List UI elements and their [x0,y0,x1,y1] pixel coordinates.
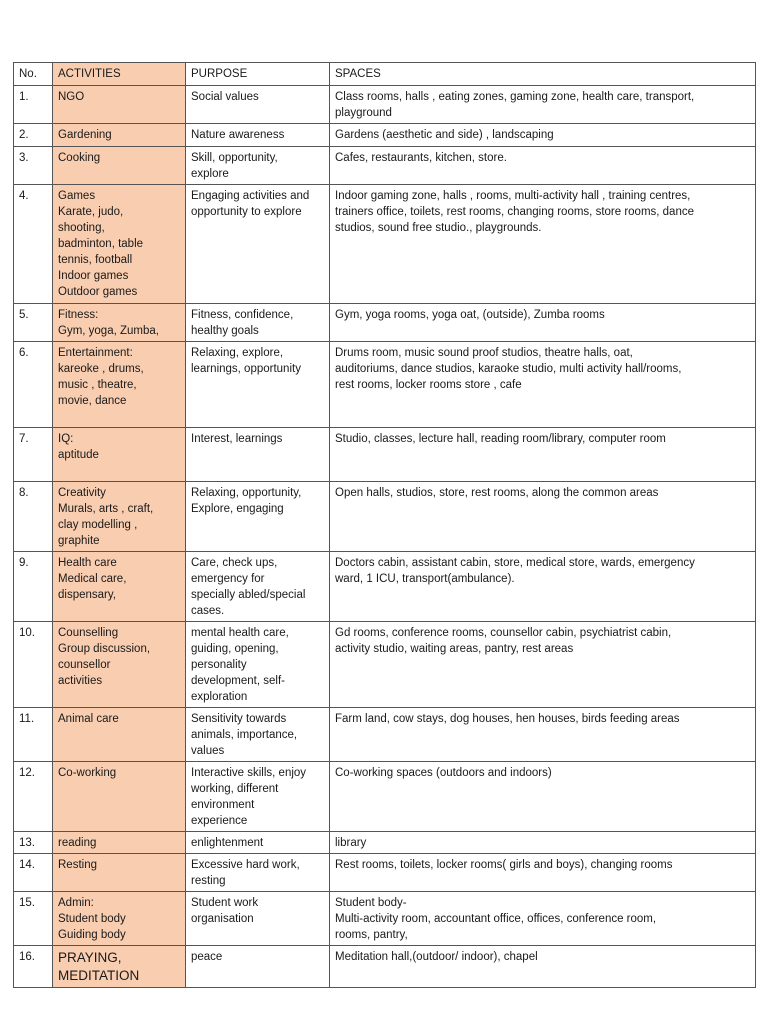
table-row [14,708,756,762]
cell-purpose: Social values [186,86,330,124]
header-purpose: PURPOSE [186,63,330,86]
cell-activities: Creativity Murals, arts , craft, clay modelling , graphite [53,482,186,552]
cell-spaces: library [330,832,756,854]
cell-no: 7. [14,428,53,482]
table-row [14,892,756,946]
table-row [14,147,756,185]
cell-no: 3. [14,147,53,185]
table-row [14,304,756,342]
cell-no: 9. [14,552,53,622]
header-spaces: SPACES [330,63,756,86]
cell-activities: Animal care [53,708,186,762]
cell-purpose: peace [186,946,330,988]
cell-activities: Cooking [53,147,186,185]
cell-spaces: Class rooms, halls , eating zones, gaming zone, health care, transport, playground [330,86,756,124]
cell-spaces: Indoor gaming zone, halls , rooms, multi-activity hall , training centres, trainers office, toilets, rest rooms, changing rooms, store rooms, dance studios, sound free studio., playgrounds. [330,185,756,304]
cell-no: 2. [14,124,53,147]
table-row [14,622,756,708]
cell-no: 1. [14,86,53,124]
cell-activities: reading [53,832,186,854]
activities-table [13,62,756,988]
table-row [14,762,756,832]
cell-purpose: Skill, opportunity, explore [186,147,330,185]
cell-no: 15. [14,892,53,946]
table-row [14,342,756,428]
cell-purpose: Fitness, confidence, healthy goals [186,304,330,342]
cell-activities: Entertainment: kareoke , drums, music , theatre, movie, dance [53,342,186,428]
table-header-row [14,63,756,86]
cell-no: 5. [14,304,53,342]
cell-activities: IQ: aptitude [53,428,186,482]
cell-spaces: Farm land, cow stays, dog houses, hen houses, birds feeding areas [330,708,756,762]
cell-purpose: mental health care, guiding, opening, personality development, self- exploration [186,622,330,708]
cell-no: 12. [14,762,53,832]
cell-activities: Fitness: Gym, yoga, Zumba, [53,304,186,342]
table-row [14,124,756,147]
table-row [14,552,756,622]
cell-activities: Health care Medical care, dispensary, [53,552,186,622]
cell-activities: Resting [53,854,186,892]
cell-activities: Admin: Student body Guiding body [53,892,186,946]
cell-purpose: Sensitivity towards animals, importance, values [186,708,330,762]
cell-activities: Counselling Group discussion, counsellor activities [53,622,186,708]
cell-no: 13. [14,832,53,854]
cell-no: 8. [14,482,53,552]
cell-activities: Gardening [53,124,186,147]
cell-spaces: Studio, classes, lecture hall, reading room/library, computer room [330,428,756,482]
table-row [14,854,756,892]
cell-no: 6. [14,342,53,428]
cell-purpose: Nature awareness [186,124,330,147]
cell-purpose: Care, check ups, emergency for specially abled/special cases. [186,552,330,622]
cell-no: 16. [14,946,53,988]
table-row [14,428,756,482]
cell-purpose: Relaxing, opportunity, Explore, engaging [186,482,330,552]
cell-purpose: Student work organisation [186,892,330,946]
header-no: No. [14,63,53,86]
cell-spaces: Cafes, restaurants, kitchen, store. [330,147,756,185]
cell-purpose: Interest, learnings [186,428,330,482]
cell-spaces: Rest rooms, toilets, locker rooms( girls and boys), changing rooms [330,854,756,892]
table-row [14,482,756,552]
cell-purpose: enlightenment [186,832,330,854]
cell-no: 10. [14,622,53,708]
table-row [14,832,756,854]
header-activities: ACTIVITIES [53,63,186,86]
cell-no: 14. [14,854,53,892]
cell-spaces: Student body- Multi-activity room, accountant office, offices, conference room, rooms, pantry, [330,892,756,946]
cell-spaces: Gd rooms, conference rooms, counsellor cabin, psychiatrist cabin, activity studio, waiting areas, pantry, rest areas [330,622,756,708]
cell-spaces: Meditation hall,(outdoor/ indoor), chapel [330,946,756,988]
table-row [14,946,756,988]
cell-spaces: Gardens (aesthetic and side) , landscaping [330,124,756,147]
cell-spaces: Drums room, music sound proof studios, theatre halls, oat, auditoriums, dance studios, karaoke studio, multi activity hall/rooms, rest rooms, locker rooms store , cafe [330,342,756,428]
cell-purpose: Interactive skills, enjoy working, different environment experience [186,762,330,832]
cell-spaces: Doctors cabin, assistant cabin, store, medical store, wards, emergency ward, 1 ICU, transport(ambulance). [330,552,756,622]
cell-purpose: Relaxing, explore, learnings, opportunity [186,342,330,428]
cell-spaces: Open halls, studios, store, rest rooms, along the common areas [330,482,756,552]
cell-activities: PRAYING, MEDITATION [53,946,186,988]
cell-spaces: Co-working spaces (outdoors and indoors) [330,762,756,832]
table-row [14,86,756,124]
cell-activities: Games Karate, judo, shooting, badminton, table tennis, football Indoor games Outdoor games [53,185,186,304]
cell-no: 11. [14,708,53,762]
table-row [14,185,756,304]
cell-activities: NGO [53,86,186,124]
cell-purpose: Excessive hard work, resting [186,854,330,892]
cell-spaces: Gym, yoga rooms, yoga oat, (outside), Zumba rooms [330,304,756,342]
cell-purpose: Engaging activities and opportunity to explore [186,185,330,304]
cell-activities: Co-working [53,762,186,832]
cell-no: 4. [14,185,53,304]
